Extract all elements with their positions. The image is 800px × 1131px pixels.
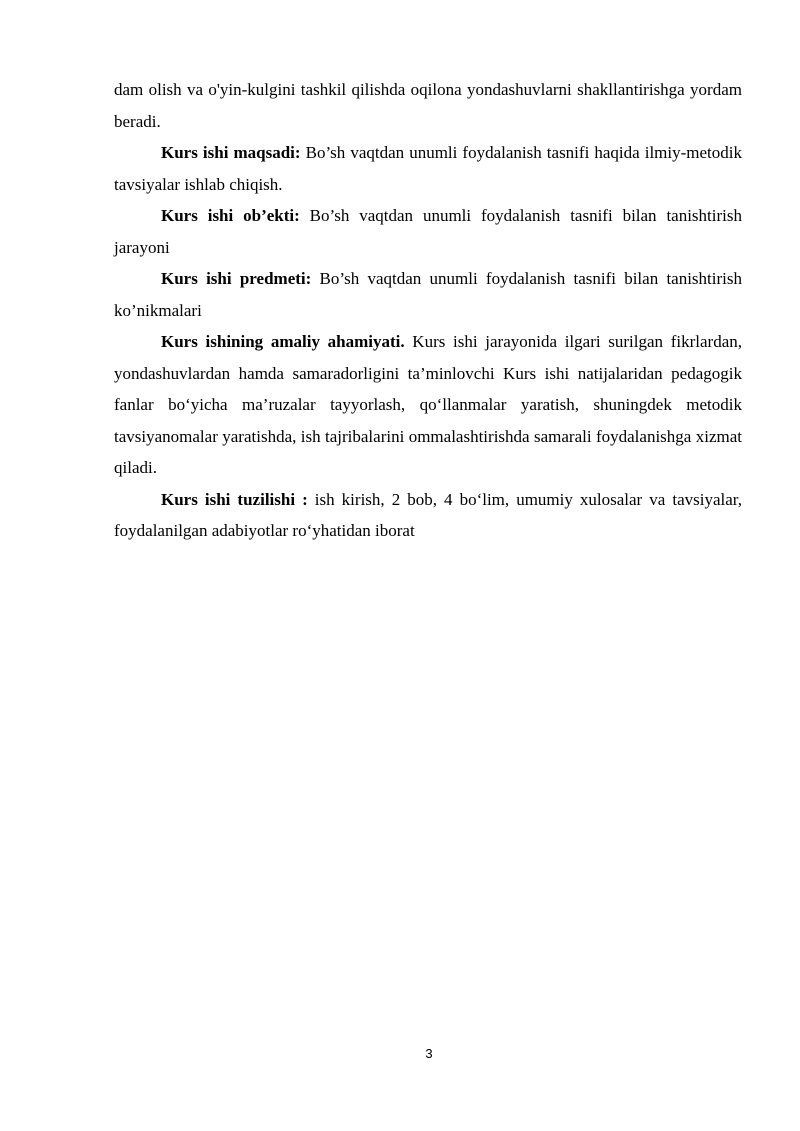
practical-significance-text: Kurs ishi jarayonida ilgari surilgan fikrlardan, yondashuvlardan hamda samaradorligini ta’minlovchi Kurs ishi natijalaridan pedagogik fanlar bo‘yicha ma’ruzalar tayyorlash, qo‘llanmalar yaratish, shuningdek metodik tavsiyanomalar yaratishda, ish tajribalarini ommalashtirishda samarali foydalanishga xizmat qiladi. <box>114 332 742 477</box>
course-subject-text: Bo’sh vaqtdan unumli foydalanish tasnifi bilan tanishtirish ko’nikmalari <box>114 269 742 320</box>
course-structure-text: ish kirish, 2 bob, 4 bo‘lim, umumiy xulosalar va tavsiyalar, foydalanilgan adabiyotlar ro‘yhatidan iborat <box>114 489 742 540</box>
practical-significance-paragraph <box>114 326 742 484</box>
course-goal-paragraph <box>114 137 742 200</box>
course-goal-label: Kurs ishi maqsadi: <box>161 143 301 162</box>
page-number: 3 <box>425 1046 433 1061</box>
course-object-text: Bo’sh vaqtdan unumli foydalanish tasnifi bilan tanishtirish jarayoni <box>114 206 742 257</box>
course-subject-paragraph <box>114 263 742 326</box>
course-structure-paragraph <box>114 484 742 547</box>
course-subject-label: Kurs ishi predmeti: <box>161 269 312 288</box>
course-object-label: Kurs ishi ob’ekti: <box>161 206 300 225</box>
course-structure-label: Kurs ishi tuzilishi : <box>161 489 308 509</box>
intro-continuation-paragraph: dam olish va o'yin-kulgini tashkil qilishda oqilona yondashuvlarni shakllantirishga yordam beradi. <box>114 80 742 131</box>
course-goal-text: Bo’sh vaqtdan unumli foydalanish tasnifi haqida ilmiy-metodik tavsiyalar ishlab chiqish. <box>114 143 742 194</box>
course-object-paragraph <box>114 200 742 263</box>
page-body <box>114 74 742 547</box>
practical-significance-label: Kurs ishining amaliy ahamiyati. <box>161 332 405 351</box>
